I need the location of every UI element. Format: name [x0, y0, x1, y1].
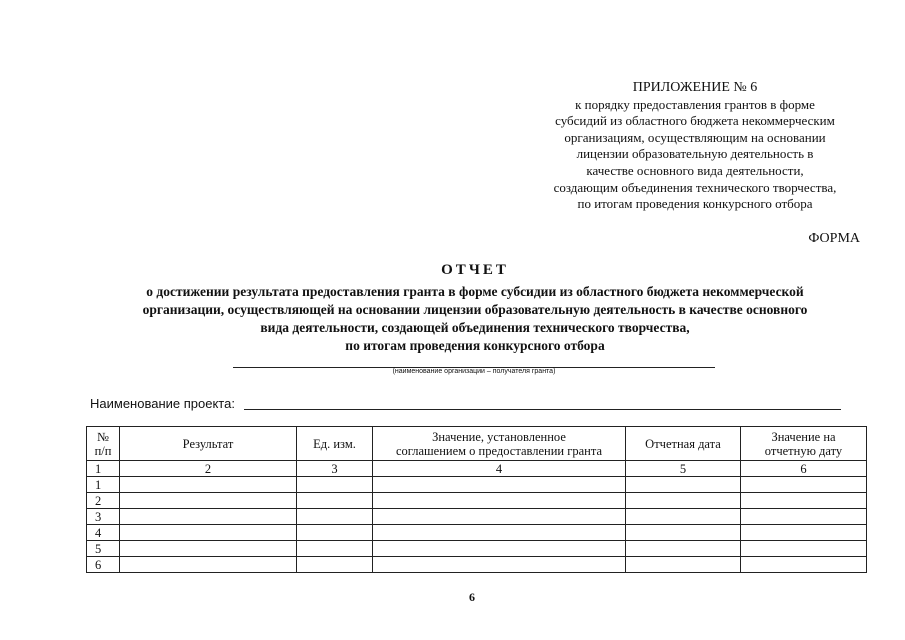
cell-report-date[interactable] — [626, 477, 741, 493]
header-value-on-date: Значение на отчетную дату — [741, 427, 867, 461]
row-number: 2 — [87, 493, 120, 509]
table-row — [87, 493, 867, 509]
cell-value-on-date[interactable] — [741, 509, 867, 525]
cell-result[interactable] — [120, 557, 297, 573]
report-table — [86, 426, 867, 573]
cell-result[interactable] — [120, 493, 297, 509]
cell-unit[interactable] — [297, 509, 373, 525]
header-report-date: Отчетная дата — [626, 427, 741, 461]
appendix-line: по итогам проведения конкурсного отбора — [577, 196, 813, 212]
cell-result[interactable] — [120, 541, 297, 557]
appendix-line: качестве основного вида деятельности, — [586, 162, 804, 178]
report-subtitle-line: организации, осуществляющей на основании лицензии образовательную деятельность в качестве основного — [142, 302, 808, 317]
row-number: 1 — [87, 477, 120, 493]
cell-result[interactable] — [120, 509, 297, 525]
form-label: ФОРМА — [808, 231, 860, 246]
header-unit: Ед. изм. — [297, 427, 373, 461]
header-agreed-value: Значение, установленное соглашением о предоставлении гранта — [373, 427, 626, 461]
report-title: ОТЧЕТ — [441, 262, 509, 278]
appendix-line: субсидий из областного бюджета некоммерческим — [555, 113, 835, 129]
column-number: 1 — [87, 461, 120, 477]
row-number: 4 — [87, 525, 120, 541]
cell-value-on-date[interactable] — [741, 557, 867, 573]
appendix-block — [520, 80, 870, 213]
report-subtitle — [80, 283, 870, 355]
column-number-row — [87, 461, 867, 477]
cell-result[interactable] — [120, 477, 297, 493]
report-subtitle-line: о достижении результата предоставления гранта в форме субсидии из областного бюджета некоммерческой — [146, 284, 804, 299]
cell-report-date[interactable] — [626, 557, 741, 573]
cell-unit[interactable] — [297, 477, 373, 493]
table-row — [87, 557, 867, 573]
table-row — [87, 541, 867, 557]
cell-report-date[interactable] — [626, 541, 741, 557]
column-number: 6 — [741, 461, 867, 477]
column-number: 4 — [373, 461, 626, 477]
cell-unit[interactable] — [297, 541, 373, 557]
table-row — [87, 509, 867, 525]
appendix-line: к порядку предоставления грантов в форме — [575, 96, 815, 112]
appendix-line: создающим объединения технического творчества, — [553, 179, 837, 195]
cell-unit[interactable] — [297, 525, 373, 541]
cell-agreed-value[interactable] — [373, 541, 626, 557]
project-name-label: Наименование проекта: — [90, 396, 235, 411]
header-num: № п/п — [87, 427, 120, 461]
cell-report-date[interactable] — [626, 493, 741, 509]
cell-value-on-date[interactable] — [741, 477, 867, 493]
table-row — [87, 477, 867, 493]
column-number: 5 — [626, 461, 741, 477]
row-number: 5 — [87, 541, 120, 557]
cell-result[interactable] — [120, 525, 297, 541]
cell-agreed-value[interactable] — [373, 557, 626, 573]
cell-agreed-value[interactable] — [373, 493, 626, 509]
cell-report-date[interactable] — [626, 525, 741, 541]
cell-unit[interactable] — [297, 557, 373, 573]
cell-unit[interactable] — [297, 493, 373, 509]
row-number: 3 — [87, 509, 120, 525]
cell-value-on-date[interactable] — [741, 493, 867, 509]
report-subtitle-line: вида деятельности, создающей объединения технического творчества, — [260, 320, 690, 335]
cell-agreed-value[interactable] — [373, 509, 626, 525]
cell-agreed-value[interactable] — [373, 525, 626, 541]
table-header-row — [87, 427, 867, 461]
column-number: 3 — [297, 461, 373, 477]
row-number: 6 — [87, 557, 120, 573]
organization-caption: (наименование организации – получателя гранта) — [392, 368, 556, 375]
cell-agreed-value[interactable] — [373, 477, 626, 493]
appendix-line: организациям, осуществляющим на основании — [564, 129, 826, 145]
page-number: 6 — [469, 590, 475, 604]
column-number: 2 — [120, 461, 297, 477]
cell-report-date[interactable] — [626, 509, 741, 525]
cell-value-on-date[interactable] — [741, 541, 867, 557]
header-result: Результат — [120, 427, 297, 461]
project-name-line[interactable] — [244, 409, 841, 410]
cell-value-on-date[interactable] — [741, 525, 867, 541]
report-subtitle-line: по итогам проведения конкурсного отбора — [345, 338, 605, 353]
appendix-title: ПРИЛОЖЕНИЕ № 6 — [632, 80, 758, 95]
table-row — [87, 525, 867, 541]
appendix-line: лицензии образовательную деятельность в — [576, 146, 814, 162]
